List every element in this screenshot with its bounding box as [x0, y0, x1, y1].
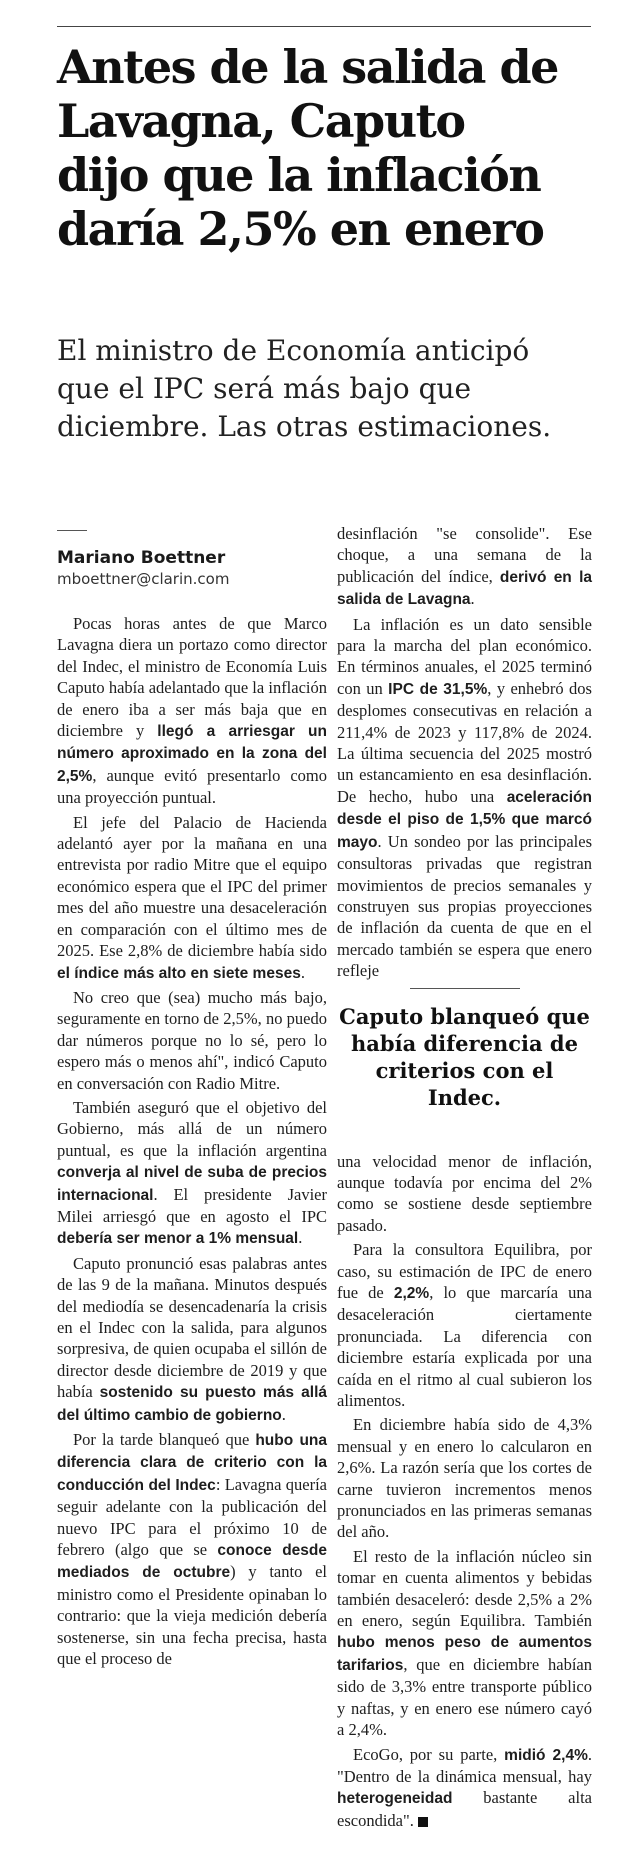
bold-highlight: heterogeneidad [337, 1790, 453, 1808]
article-paragraph: La inflación es un dato sensible para la marcha del plan económico. En términos anuales, el 2025 terminó con un IPC de 31,5%, y enhebró dos desplomes consecutivas en relación a 211,4% de 2023 y 117,8% de 2024. La última secuencia del 2025 mostró un estancamiento en esa desinflación. De hecho, hubo una aceleración desde el piso de 1,5% que marcó mayo. Un sondeo por las principales consultoras privadas que registran movimientos de precios semanales y construyen sus propias proyecciones de inflación da cuenta de que en el mercado también se espera que enero refleje [337, 614, 592, 981]
article-paragraph: En diciembre había sido de 4,3% mensual y en enero lo calcularon en 2,6%. La razón sería que los cortes de carne tuvieron incrementos menos pronunciados en las primeras semanas del año. [337, 1415, 592, 1542]
article-column-left [57, 530, 327, 1673]
bold-highlight: 2,2% [393, 1284, 430, 1302]
article-paragraph: El resto de la inflación núcleo sin tomar en cuenta alimentos y bebidas también desaceleró: desde 2,5% a 2% en enero, según Equilibra. También hubo menos peso de aumentos tarifarios, que en diciembre habían sido de 3,3% entre transporte público y naftas, y en enero ese número cayó a 2,4%. [337, 1546, 592, 1740]
headline-line: Lavagna, Caputo [57, 94, 465, 148]
subheadline-line: que el IPC será más bajo que [57, 372, 472, 405]
article-paragraph: No creo que (sea) mucho más bajo, seguramente en torno de 2,5%, no puedo dar números porque no lo sé, pero lo espero más o menos ahí", indicó Caputo en conversación con Radio Mitre. [57, 987, 327, 1093]
article-paragraph: EcoGo, por su parte, midió 2,4%. "Dentro de la dinámica mensual, hay heterogeneidad bastante alta escondida". [337, 1744, 593, 1830]
article-paragraph: Pocas horas antes de que Marco Lavagna diera un portazo como director del Indec, el ministro de Economía Luis Caputo había adelantado que la inflación de enero iba a ser más baja que en diciembre y llegó a arriesgar un número aproximado en la zona del 2,5%, aunque evitó presentarlo como una proyección puntual. [57, 614, 327, 808]
bold-highlight: sostenido su puesto más allá del último cambio de gobierno [57, 1384, 328, 1424]
article-paragraph: Caputo pronunció esas palabras antes de las 9 de la mañana. Minutos después del mediodía se desencadenaría la crisis en el Indec con la salida, para algunos sorpresiva, de quien ocupaba el sillón de director desde diciembre de 2019 y que había sostenido su puesto más allá del último cambio de gobierno. [57, 1253, 328, 1424]
left-column-body [57, 613, 327, 1670]
right-column-body-top [337, 523, 592, 982]
author-name: Mariano Boettner [57, 548, 226, 568]
bold-highlight: hubo menos peso de aumentos tarifarios [337, 1634, 592, 1674]
headline-line: Antes de la salida de [57, 40, 558, 94]
bold-highlight: aceleración desde el piso de 1,5% que marcó mayo [337, 788, 592, 851]
bold-highlight: el índice más alto en siete meses [57, 964, 301, 982]
article-paragraph: Por la tarde blanqueó que hubo una diferencia clara de criterio con la conducción del Indec: Lavagna quería seguir adelante con la publicación del nuevo IPC para el próximo 10 de febrero (algo que se conoce desde mediados de octubre) y tanto el ministro como el Presidente opinaban lo contrario: que la vieja medición debería sostenerse, sin una fecha precisa, hasta que el proceso de [57, 1430, 328, 1669]
subheadline [57, 332, 617, 446]
bold-highlight: hubo una diferencia clara de criterio con la conducción del Indec [57, 1432, 327, 1494]
right-column-body-bottom [337, 1151, 592, 1832]
bold-highlight: llegó a arriesgar un número aproximado en la zona del 2,5% [57, 723, 327, 785]
article-paragraph: desinflación "se consolide". Ese choque, a una semana de la publicación del índice, derivó en la salida de Lavagna. [337, 524, 592, 609]
article-paragraph: una velocidad menor de inflación, aunque todavía por encima del 2% como se sostiene desde septiembre pasado. [337, 1151, 592, 1235]
article-column-right [337, 523, 592, 1834]
pullquote-rule [410, 988, 520, 989]
bold-highlight: converja al nivel de suba de precios internacional [57, 1164, 327, 1204]
bold-highlight: conoce desde mediados de octubre [57, 1542, 327, 1582]
bold-highlight: debería ser menor a 1% mensual [57, 1230, 299, 1248]
pull-quote: Caputo blanqueó que había diferencia de criterios con el Indec. [339, 1003, 590, 1110]
headline [57, 40, 602, 256]
bold-highlight: midió 2,4% [504, 1746, 588, 1764]
subheadline-line: El ministro de Economía anticipó [57, 334, 530, 367]
byline-rule [57, 530, 87, 531]
article-paragraph: El jefe del Palacio de Hacienda adelantó ayer por la mañana en una entrevista por radio Mitre que el equipo económico espera que el IPC del primer mes del año muestre una desaceleración en comparación con el último mes de 2025. Ese 2,8% de diciembre había sido el índice más alto en siete meses. [57, 812, 327, 982]
article-paragraph: Para la consultora Equilibra, por caso, su estimación de IPC de enero fue de 2,2%, lo que marcaría una desaceleración ciertamente pronunciada. La diferencia con diciembre estaría explicada por una caída en el ritmo al cual subieron los alimentos. [337, 1240, 592, 1410]
article-paragraph: También aseguró que el objetivo del Gobierno, más allá de un número puntual, es que la inflación argentina converja al nivel de suba de precios internacional. El presidente Javier Milei arriesgó que en agosto el IPC debería ser menor a 1% mensual. [57, 1097, 327, 1248]
top-rule [57, 26, 591, 27]
headline-line: daría 2,5% en enero [57, 202, 544, 256]
bold-highlight: derivó en la salida de Lavagna [337, 568, 592, 609]
end-of-article-mark [418, 1817, 428, 1827]
headline-line: dijo que la inflación [57, 148, 541, 202]
bold-highlight: IPC de 31,5% [388, 680, 488, 698]
subheadline-line: diciembre. Las otras estimaciones. [57, 410, 552, 443]
author-email: mboettner@clarin.com [57, 570, 230, 588]
